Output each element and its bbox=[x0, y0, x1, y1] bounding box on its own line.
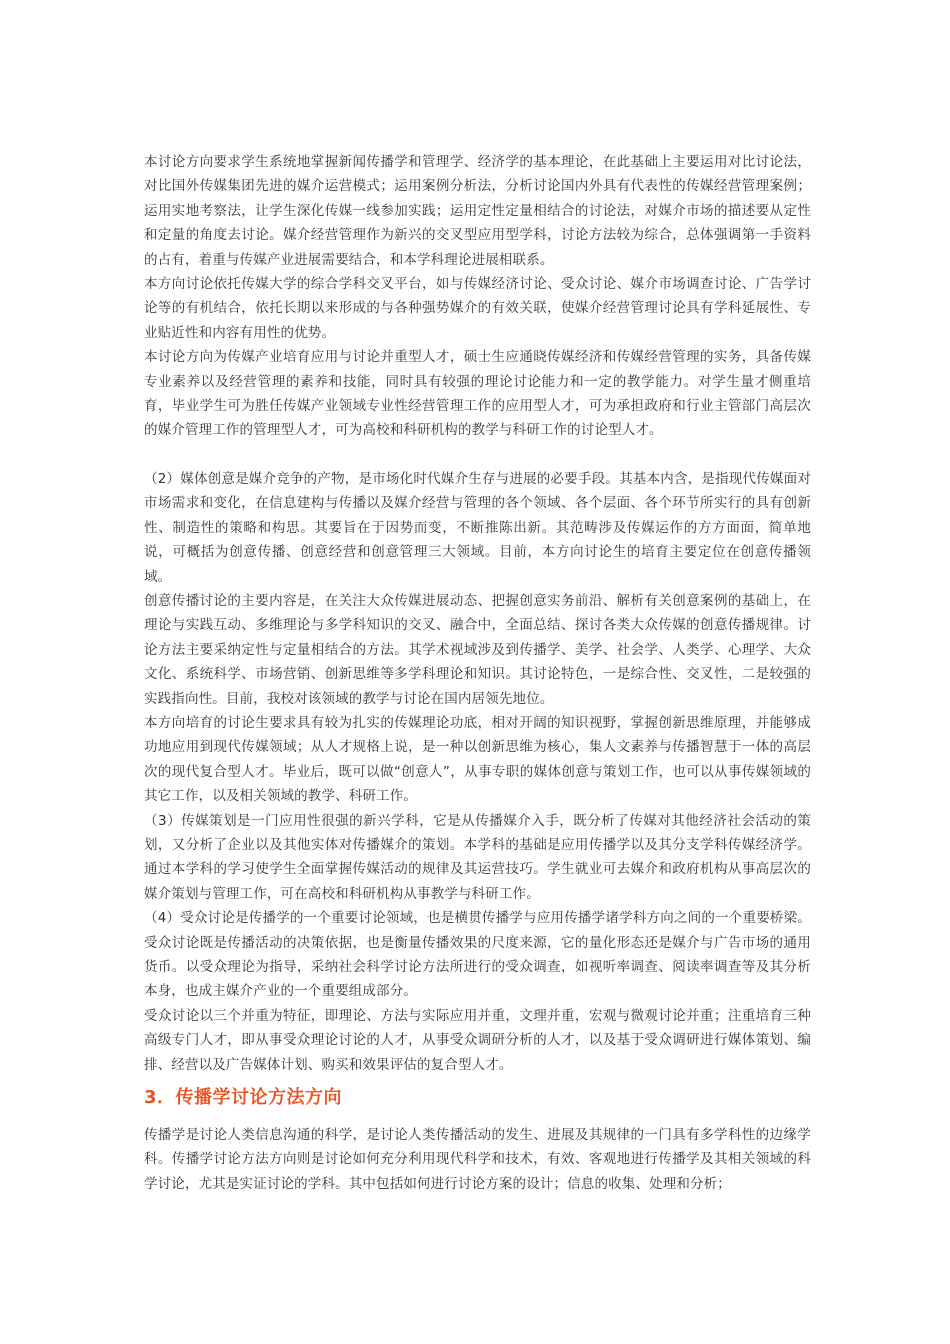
paragraph-b1: （2）媒体创意是媒介竞争的产物，是市场化时代媒介生存与进展的必要手段。其基本内含，是指现代传媒面对市场需求和变化，在信息建构与传播以及媒介经营与管理的各个领域、各个层面、各个环节所实行的具有创新性、制造性的策略和构思。其要旨在于因势而变，不断推陈出新。其范畴涉及传媒运作的方方面面，简单地说，可概括为创意传播、创意经营和创意管理三大领域。目前，本方向讨论生的培育主要定位在创意传播领域。 bbox=[144, 470, 811, 585]
paragraph-b3: 本方向培育的讨论生要求具有较为扎实的传媒理论功底，相对开阔的知识视野，掌握创新思维原理，并能够成功地应用到现代传媒领域；从人才规格上说，是一种以创新思维为核心，集人文素养与传播智慧于一体的高层次的现代复合型人才。毕业后，既可以做“创意人”，从事专职的媒体创意与策划工作，也可以从事传媒领域的其它工作，以及相关领域的教学、科研工作。 bbox=[144, 714, 811, 805]
section-heading: 3．传播学讨论方法方向 bbox=[144, 1087, 343, 1109]
document-page bbox=[144, 150, 811, 1196]
paragraph-b2: 创意传播讨论的主要内容是，在关注大众传媒进展动态、把握创意实务前沿、解析有关创意案例的基础上，在理论与实践互动、多维理论与多学科知识的交叉、融合中，全面总结、探讨各类大众传媒的创意传播规律。讨论方法主要采纳定性与定量相结合的方法。其学术视域涉及到传播学、美学、社会学、人类学、心理学、大众文化、系统科学、市场营销、创新思维等多学科理论和知识。其讨论特色，一是综合性、交叉性，二是较强的实践指向性。目前，我校对该领域的教学与讨论在国内居领先地位。 bbox=[144, 592, 811, 707]
paragraph-a3: 本讨论方向为传媒产业培育应用与讨论并重型人才，硕士生应通晓传媒经济和传媒经营管理的实务，具备传媒专业素养以及经营管理的素养和技能，同时具有较强的理论讨论能力和一定的教学能力。对学生量才侧重培育，毕业学生可为胜任传媒产业领域专业性经营管理工作的应用型人才，可为承担政府和行业主管部门高层次的媒介管理工作的管理型人才，可为高校和科研机构的教学与科研工作的讨论型人才。 bbox=[144, 349, 811, 439]
paragraph-a2: 本方向讨论依托传媒大学的综合学科交叉平台，如与传媒经济讨论、受众讨论、媒介市场调查讨论、广告学讨论等的有机结合，依托长期以来形成的与各种强势媒介的有效关联，使媒介经营管理讨论具有学科延展性、专业贴近性和内容有用性的优势。 bbox=[144, 276, 811, 341]
paragraph-b5: （4）受众讨论是传播学的一个重要讨论领域，也是横贯传播学与应用传播学诸学科方向之间的一个重要桥梁。受众讨论既是传播活动的决策依据，也是衡量传播效果的尺度来源，它的量化形态还是媒介与广告市场的通用货币。以受众理论为指导，采纳社会科学讨论方法所进行的受众调查，如视听率调查、阅读率调查等及其分析本身，也成主媒介产业的一个重要组成部分。 bbox=[144, 910, 811, 1000]
paragraph-b4: （3）传媒策划是一门应用性很强的新兴学科，它是从传播媒介入手，既分析了传媒对其他经济社会活动的策划，又分析了企业以及其他实体对传播媒介的策划。本学科的基础是应用传播学以及其分支学科传媒经济学。通过本学科的学习使学生全面掌握传媒活动的规律及其运营技巧。学生就业可去媒介和政府机构从事高层次的媒介策划与管理工作，可在高校和科研机构从事教学与科研工作。 bbox=[144, 812, 811, 902]
paragraph-a1: 本讨论方向要求学生系统地掌握新闻传播学和管理学、经济学的基本理论，在此基础上主要运用对比讨论法，对比国外传媒集团先进的媒介运营模式；运用案例分析法，分析讨论国内外具有代表性的传媒经营管理案例；运用实地考察法，让学生深化传媒一线参加实践；运用定性定量相结合的讨论法，对媒介市场的描述要从定性和定量的角度去讨论。媒介经营管理作为新兴的交叉型应用型学科，讨论方法较为综合，总体强调第一手资料的占有，着重与传媒产业进展需要结合，和本学科理论进展相联系。 bbox=[144, 154, 811, 268]
paragraph-c1: 传播学是讨论人类信息沟通的科学，是讨论人类传播活动的发生、进展及其规律的一门具有多学科性的边缘学科。传播学讨论方法方向则是讨论如何充分利用现代科学和技术，有效、客观地进行传播学及其相关领域的科学讨论，尤其是实证讨论的学科。其中包括如何进行讨论方案的设计；信息的收集、处理和分析； bbox=[144, 1127, 811, 1192]
paragraph-gap bbox=[144, 443, 811, 467]
paragraph-b6: 受众讨论以三个并重为特征，即理论、方法与实际应用并重，文理并重，宏观与微观讨论并重；注重培育三种高级专门人才，即从事受众理论讨论的人才，从事受众调研分析的人才，以及基于受众调研进行媒体策划、编排、经营以及广告媒体计划、购买和效果评估的复合型人才。 bbox=[144, 1007, 811, 1073]
